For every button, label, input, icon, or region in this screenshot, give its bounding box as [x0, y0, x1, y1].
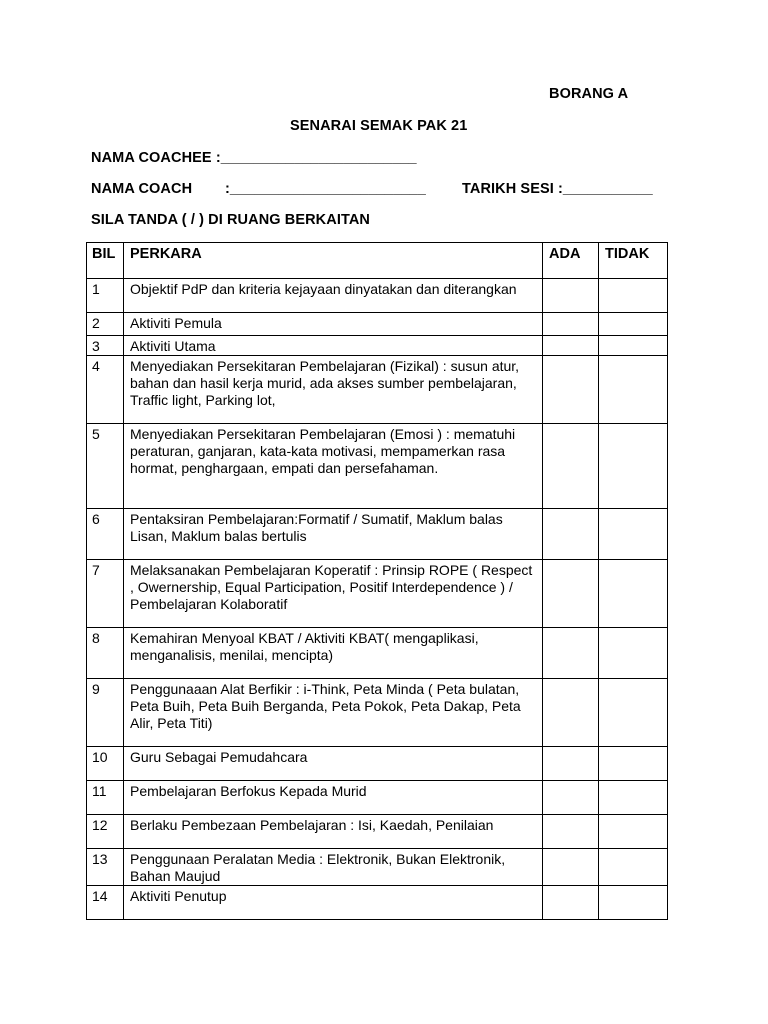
table-row [87, 886, 668, 920]
table-row [87, 336, 668, 356]
table-row [87, 279, 668, 313]
ada-checkbox-cell[interactable] [543, 781, 599, 815]
table-row [87, 679, 668, 747]
header-perkara: PERKARA [124, 243, 543, 279]
ada-checkbox-cell[interactable] [543, 313, 599, 336]
row-number: 2 [87, 313, 124, 336]
ada-checkbox-cell[interactable] [543, 747, 599, 781]
table-row [87, 781, 668, 815]
row-item: Aktiviti Penutup [124, 886, 543, 920]
header-bil: BIL [87, 243, 124, 279]
row-item: Aktiviti Pemula [124, 313, 543, 336]
form-title: SENARAI SEMAK PAK 21 [290, 118, 468, 134]
row-item: Pembelajaran Berfokus Kepada Murid [124, 781, 543, 815]
row-number: 3 [87, 336, 124, 356]
table-row [87, 815, 668, 849]
row-item: Menyediakan Persekitaran Pembelajaran (Emosi ) : mematuhi peraturan, ganjaran, kata-kata motivasi, mempamerkan rasa hormat, penghargaan, empati dan persefahaman. [124, 424, 543, 509]
row-item: Objektif PdP dan kriteria kejayaan dinyatakan dan diterangkan [124, 279, 543, 313]
row-number: 12 [87, 815, 124, 849]
tidak-checkbox-cell[interactable] [599, 815, 668, 849]
tidak-checkbox-cell[interactable] [599, 886, 668, 920]
tidak-checkbox-cell[interactable] [599, 313, 668, 336]
table-header-row [87, 243, 668, 279]
ada-checkbox-cell[interactable] [543, 424, 599, 509]
row-number: 1 [87, 279, 124, 313]
tidak-checkbox-cell[interactable] [599, 781, 668, 815]
row-item: Berlaku Pembezaan Pembelajaran : Isi, Kaedah, Penilaian [124, 815, 543, 849]
header-ada: ADA [543, 243, 599, 279]
ada-checkbox-cell[interactable] [543, 560, 599, 628]
table-row [87, 509, 668, 560]
table-row [87, 849, 668, 886]
row-number: 8 [87, 628, 124, 679]
ada-checkbox-cell[interactable] [543, 886, 599, 920]
row-item: Melaksanakan Pembelajaran Koperatif : Prinsip ROPE ( Respect , Owernership, Equal Participation, Positif Interdependence ) / Pembelajaran Kolaboratif [124, 560, 543, 628]
row-number: 6 [87, 509, 124, 560]
coachee-name-field: NAMA COACHEE :________________________ [91, 150, 417, 166]
row-number: 9 [87, 679, 124, 747]
ada-checkbox-cell[interactable] [543, 509, 599, 560]
tidak-checkbox-cell[interactable] [599, 424, 668, 509]
instruction-text: SILA TANDA ( / ) DI RUANG BERKAITAN [91, 212, 370, 228]
ada-checkbox-cell[interactable] [543, 815, 599, 849]
table-row [87, 424, 668, 509]
ada-checkbox-cell[interactable] [543, 679, 599, 747]
tidak-checkbox-cell[interactable] [599, 628, 668, 679]
row-number: 5 [87, 424, 124, 509]
tidak-checkbox-cell[interactable] [599, 279, 668, 313]
tidak-checkbox-cell[interactable] [599, 679, 668, 747]
form-code: BORANG A [549, 86, 629, 102]
table-row [87, 747, 668, 781]
session-date-field: TARIKH SESI :___________ [462, 181, 653, 197]
header-tidak: TIDAK [599, 243, 668, 279]
row-item: Pentaksiran Pembelajaran:Formatif / Sumatif, Maklum balas Lisan, Maklum balas bertulis [124, 509, 543, 560]
row-number: 11 [87, 781, 124, 815]
ada-checkbox-cell[interactable] [543, 356, 599, 424]
checklist-table [86, 242, 668, 920]
row-number: 10 [87, 747, 124, 781]
coach-name-field: :________________________ [225, 181, 426, 197]
row-number: 4 [87, 356, 124, 424]
tidak-checkbox-cell[interactable] [599, 849, 668, 886]
ada-checkbox-cell[interactable] [543, 336, 599, 356]
table-row [87, 356, 668, 424]
row-item: Menyediakan Persekitaran Pembelajaran (Fizikal) : susun atur, bahan dan hasil kerja murid, ada akses sumber pembelajaran, Traffic light, Parking lot, [124, 356, 543, 424]
ada-checkbox-cell[interactable] [543, 628, 599, 679]
table-row [87, 560, 668, 628]
row-item: Kemahiran Menyoal KBAT / Aktiviti KBAT( mengaplikasi, menganalisis, menilai, mencipta) [124, 628, 543, 679]
row-item: Aktiviti Utama [124, 336, 543, 356]
ada-checkbox-cell[interactable] [543, 279, 599, 313]
row-number: 7 [87, 560, 124, 628]
table-row [87, 628, 668, 679]
tidak-checkbox-cell[interactable] [599, 509, 668, 560]
row-number: 13 [87, 849, 124, 886]
row-item: Penggunaan Peralatan Media : Elektronik, Bukan Elektronik, Bahan Maujud [124, 849, 543, 886]
tidak-checkbox-cell[interactable] [599, 560, 668, 628]
tidak-checkbox-cell[interactable] [599, 747, 668, 781]
row-item: Penggunaaan Alat Berfikir : i-Think, Peta Minda ( Peta bulatan, Peta Buih, Peta Buih Berganda, Peta Pokok, Peta Dakap, Peta Alir, Peta Titi) [124, 679, 543, 747]
tidak-checkbox-cell[interactable] [599, 336, 668, 356]
tidak-checkbox-cell[interactable] [599, 356, 668, 424]
row-item: Guru Sebagai Pemudahcara [124, 747, 543, 781]
coach-name-label: NAMA COACH [91, 181, 193, 197]
row-number: 14 [87, 886, 124, 920]
ada-checkbox-cell[interactable] [543, 849, 599, 886]
table-row [87, 313, 668, 336]
